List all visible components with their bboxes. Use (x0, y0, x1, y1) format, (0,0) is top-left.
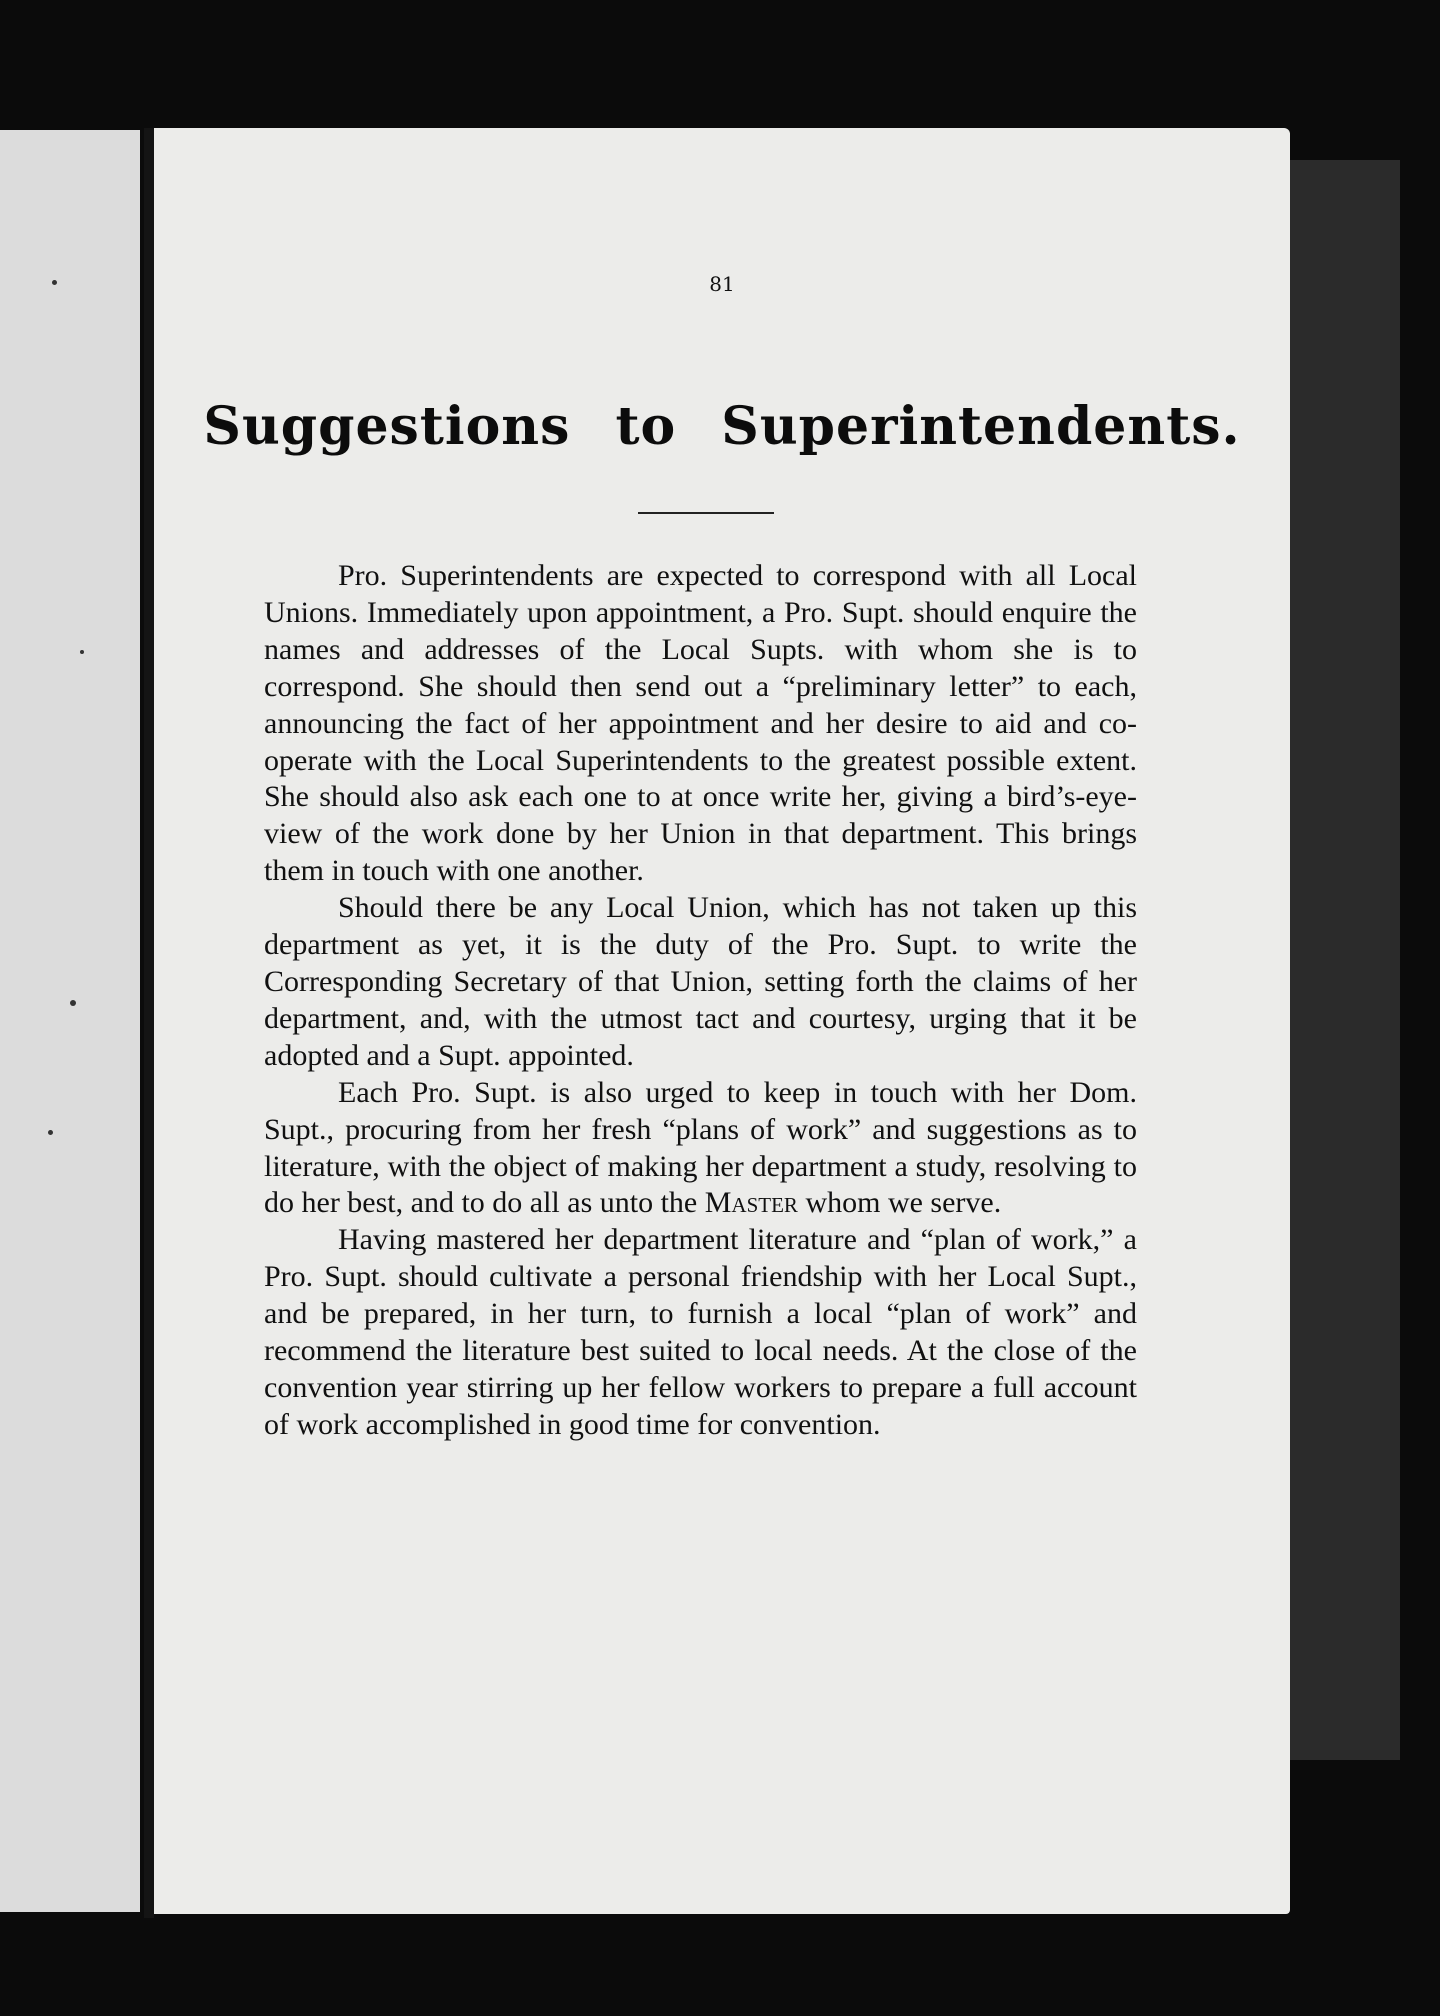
speck (70, 1000, 76, 1006)
book-gutter (144, 128, 154, 1918)
master-smallcaps: Master (704, 1186, 798, 1220)
facing-page-edge (0, 130, 140, 1912)
speck (52, 280, 57, 285)
speck (80, 650, 84, 654)
page-edge-shadow (1290, 160, 1400, 1760)
book-page (154, 128, 1290, 1914)
speck (48, 1130, 53, 1135)
title-rule (638, 512, 774, 514)
paragraph-2: Should there be any Local Union, which has not taken up this department as yet, it is the duty of the Pro. Supt. to write the Corresponding Secretary of that Union, setting forth the claims of her department, and, with the utmost tact and courtesy, urging that it be adopted and a Supt. appointed. (264, 891, 1137, 1072)
paragraph-1: Pro. Superintendents are expected to correspond with all Local Unions. Immediately upon appointment, a Pro. Supt. should enquire the names and addresses of the Local Supts. with whom she is to correspond. She should then send out a “preliminary letter” to each, announcing the fact of her appointment and her desire to aid and co-operate with the Local Superintendents to the greatest possible extent. She should also ask each one to at once write her, giving a bird’s-eye-view of the work done by her Union in that department. This brings them in touch with one another. (264, 559, 1137, 888)
paragraph-4: Having mastered her department literature and “plan of work,” a Pro. Supt. should cultivate a personal friendship with her Local Supt., and be prepared, in her turn, to furnish a local “plan of work” and recommend the literature best suited to local needs. At the close of the convention year stirring up her fellow workers to prepare a full account of work accomplished in good time for convention. (264, 1223, 1137, 1441)
page-number: 81 (709, 272, 735, 296)
paragraph-3-text-before: Each Pro. Supt. is also urged to keep in touch with her Dom. Supt., procuring from her fresh “plans of work” and suggestions as to literature, with the object of making her department a study, resolving to do her best, and to do all as unto the (264, 1075, 1137, 1220)
page-title: Suggestions to Superintendents. (203, 396, 1241, 457)
body-text (264, 558, 1137, 1444)
paragraph-3-text-after: whom we serve. (797, 1186, 1002, 1220)
paragraph-3 (264, 1075, 1137, 1223)
